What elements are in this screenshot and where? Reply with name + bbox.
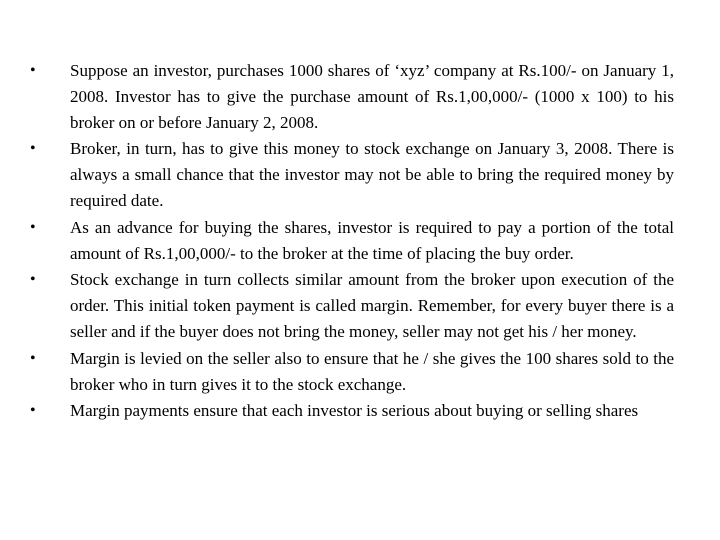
- bullet-list: [30, 58, 674, 425]
- bullet-icon: •: [30, 62, 36, 79]
- bullet-icon: •: [30, 140, 36, 158]
- bullet-item-6: [30, 398, 674, 424]
- bullet-text-6: Margin payments ensure that each investor is serious about buying or selling shares: [70, 401, 639, 421]
- bullet-item-1: [30, 58, 674, 135]
- bullet-text-4: Stock exchange in turn collects similar amount from the broker upon execution of the order. This initial token payment is called margin. Remember, for every buyer there is a seller and if the buyer does not bring the money, seller may not get his / her money.: [70, 270, 674, 341]
- bullet-item-2: [30, 136, 674, 213]
- bullet-text-2: Broker, in turn, has to give this money to stock exchange on January 3, 2008. There is always a small chance that the investor may not be able to bring the required money by required date.: [70, 139, 674, 210]
- bullet-item-4: [30, 267, 674, 344]
- bullet-icon: •: [30, 349, 36, 367]
- bullet-text-1: Suppose an investor, purchases 1000 shares of ‘xyz’ company at Rs.100/- on January 1, 2008. Investor has to give the purchase amount of Rs.1,00,000/- (1000 x 100) to his broker on or before January 2, 2008.: [70, 61, 674, 132]
- bullet-icon: •: [30, 218, 36, 236]
- bullet-item-5: [30, 346, 674, 398]
- bullet-text-5: Margin is levied on the seller also to ensure that he / she gives the 100 shares sold to the broker who in turn gives it to the stock exchange.: [70, 348, 674, 394]
- bullet-icon: •: [30, 271, 36, 289]
- bullet-item-3: [30, 215, 674, 267]
- bullet-text-3: As an advance for buying the shares, investor is required to pay a portion of the total amount of Rs.1,00,000/- to the broker at the time of placing the buy order.: [70, 217, 674, 263]
- bullet-icon: •: [30, 402, 36, 420]
